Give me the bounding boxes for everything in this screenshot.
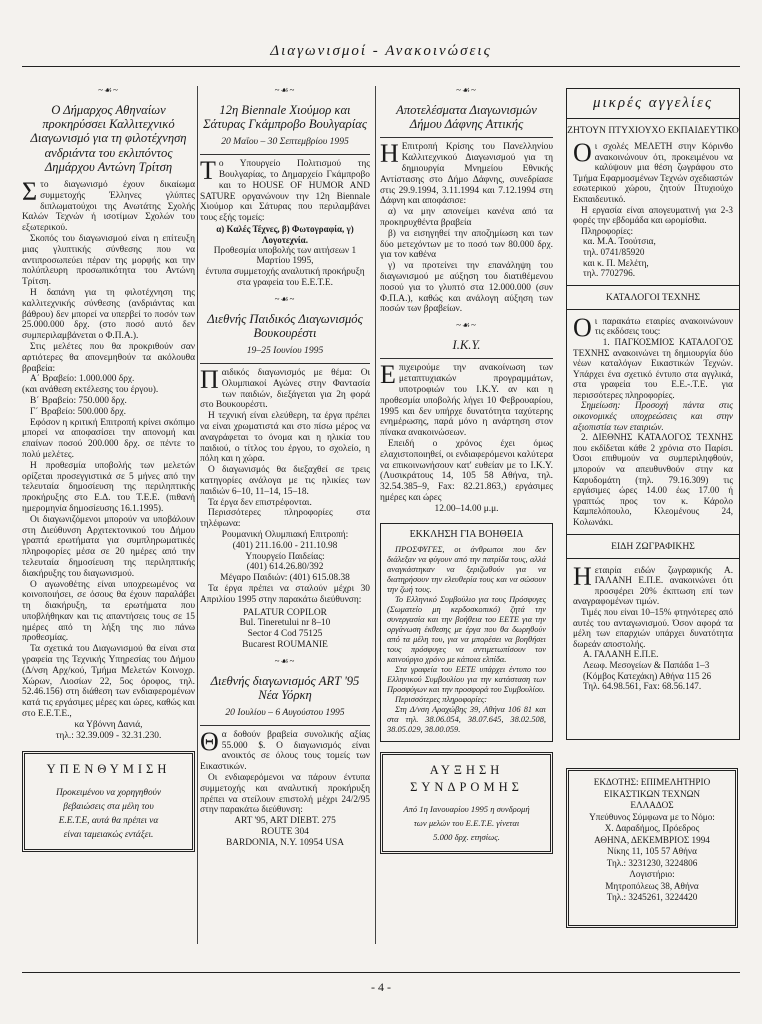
- publisher-line: ΕΙΚΑΣΤΙΚΩΝ ΤΕΧΝΩΝ: [603, 788, 701, 799]
- divider: [567, 118, 739, 119]
- publisher-line: ΕΛΛΑΔΟΣ: [630, 800, 674, 810]
- publisher-line: Χ. Δαραδήμος, Πρόεδρος: [604, 823, 700, 833]
- kids-org: Ρουμανική Ολυμπιακή Επιτροπή:: [221, 529, 349, 540]
- divider: [200, 363, 370, 364]
- results-heading: Αποτελέσματα Διαγωνισμών Δήμου Δάφνης Αττικής: [396, 103, 537, 132]
- divider: [380, 137, 553, 138]
- prize-item: (και ανάθεση εκτέλεσης του έργου).: [22, 385, 159, 396]
- reminder-box: [22, 751, 195, 852]
- article-paragraph: Περισσότερες πληροφορίες στα τηλέφωνα:: [200, 508, 370, 530]
- subscription-title: ΣΥΝΔΡΟΜΗΣ: [410, 780, 523, 795]
- prize-item: Α΄ Βραβείο: 1.000.000 δρχ.: [30, 374, 135, 385]
- drop-cap: Η: [573, 561, 592, 591]
- help-text: ΠΡΟΣΦΥΓΕΣ, οι άνθρωποι που δεν διάλεξαν να φύγουν από την πατρίδα τους, αλλά αναγκάστηκαν να ξεριζωθούν για να διατηρήσουν την ελευθερία τους και να σώσουν την ζωή τους. Το Ελληνικό Συμβούλιο για τους Πρόσφυγες (Σωματείο μη κερδοσκοπικό) ζητά την συνεργασία και την βοήθεια του ΕΕΤΕ για την οργάνωση έκθεσης με έργα που θα δωρηθούν από τα μέλη του, για να μπορέσει να βοηθήσει τους πρόσφυγες να αντιμετωπίσουν τον καινούργιο χρόνο με κάποια ελπίδα. Στα γραφεία του ΕΕΤΕ υπάρχει έντυπο του Ελληνικού Συμβουλίου για την κατάσταση των Προσφύγων και την προσφορά του Συμβουλίου. Περισσότερες πληροφορίες: Στη Δ/νση Αραχώβης 39, Αθήνα 106 81 και στα τηλ. 38.06.054, 38.07.645, 38.02.508, 38.05.029, 38.00.059.: [387, 545, 546, 735]
- reminder-title: ΥΠΕΝΘΥΜΙΣΗ: [46, 762, 171, 777]
- subscription-title: ΑΥΞΗΣΗ: [429, 763, 504, 778]
- classifieds-title: μικρές αγγελίες: [592, 95, 714, 111]
- article-paragraph: Τα έργα πρέπει να σταλούν μέχρι 30 Απριλίου 1995 στην παρακάτω διεύθυνση:: [200, 583, 370, 605]
- column-2: [200, 86, 370, 849]
- article-paragraph: Παιδικός διαγωνισμός με θέμα: Οι Ολυμπιακοί Αγώνες στην Φαντασία των παιδιών, διεξάγεται για 2η φορά στο Βουκουρέστι.: [200, 364, 370, 411]
- prize-item: Γ΄ Βραβείο: 500.000 δρχ.: [30, 406, 127, 417]
- article-paragraph: Η Επιτροπή Κρίσης του Πανελληνίου Καλλιτεχνικού Διαγωνισμού για τη δημιουργία Μνημείου Εθνικής Αντίστασης στο Δήμο Δάφνης, συνεδρίασε στις 29.9.1994, 3.11.1994 και 7.12.1994 στη Δάφνη και αποφάσισε:: [380, 139, 553, 207]
- classified-section-title: ΕΙΔΗ ΖΩΓΡΑΦΙΚΗΣ: [611, 540, 695, 552]
- subscription-text: Από 1η Ιανουαρίου 1995 η συνδρομή των μελών του Ε.Ε.Τ.Ε. γίνεται 5.000 δρχ. ετησίως.: [403, 804, 530, 843]
- article-paragraph: Η δαπάνη για τη φιλοτέχνηση της καλλιτεχνικής σύνθεσης (ανδριάντας και βάθρου) δεν μπορεί να υπερβεί το ποσόν των 25.000.000 δρχ. (στο ποσό αυτό δεν συμπεριλαμβάνεται ο Φ.Π.Α.).: [22, 287, 195, 342]
- publisher-line: ΑΘΗΝΑ, ΔΕΚΕΜΒΡΙΟΣ 1994: [594, 834, 710, 845]
- divider: [567, 534, 739, 535]
- kids-phone: (401) 211.16.00 - 211.10.98: [232, 540, 338, 551]
- page-header: [0, 0, 762, 72]
- article-paragraph: Επιχειρούμε την ανακοίνωση των μεταπτυχιακών προγραμμάτων, υποτροφιών του Ι.Κ.Υ. αν και η προθεσμία υποβολής λήγει 10 Φεβρουαρίου, 1995 και δεν υπήρχε δυνατότητα ταχύτερης ενημέρωσης, παρά μόνο η ανάρτηση στον πίνακα ανακοινώσεων.: [380, 360, 553, 439]
- article-paragraph: γ) να προτείνει την επανάληψη του διαγωνισμού με αύξηση του διατιθέμενου ποσού για το γλυπτό στα 12.000.000 (συν Φ.Π.Α.), καθώς και ανάλογη αύξηση των ποσών των βραβείων.: [380, 261, 553, 315]
- publisher-line: Υπεύθυνος Σύμφωνα με το Νόμο:: [589, 811, 715, 822]
- article-paragraph: Ο διαγωνισμός θα διεξαχθεί σε τρεις κατηγορίες ανάλογα με τις ηλικίες των παιδιών 6–10, 11–14, 15–18.: [200, 465, 370, 497]
- article-paragraph: Τα έργα δεν επιστρέφονται.: [208, 497, 312, 508]
- divider: [380, 358, 553, 359]
- page-number: - 4 -: [371, 980, 391, 994]
- article-paragraph: Επειδή ο χρόνος έχει όμως ελαχιστοποιηθεί, οι ενδιαφερόμενοι καλύτερα να επικοινωνήσουν κατ' ευθείαν με το Ι.Κ.Υ. (Λυσικράτους 14, 105 58 Αθήνα, τηλ. 32.54.385–9, Fax: 82.21.863,) εργάσιμες ημέρες και ώρες: [380, 438, 553, 503]
- kids-competition-heading: Διεθνής Παιδικός Διαγωνισμός Βουκουρέστι: [207, 311, 363, 340]
- kids-address: PALATUR COPILOR Bul. Tineretului nr 8–10 Sector 4 Cod 75125 Bucarest ROUMANIE: [239, 607, 331, 650]
- header-rule: [22, 66, 740, 67]
- divider: [200, 154, 370, 155]
- column-3: [380, 86, 553, 854]
- help-appeal-box: [380, 523, 553, 743]
- publisher-line: Λογιστήριο:: [629, 869, 675, 879]
- article-paragraph: Η προθεσμία υποβολής των μελετών ορίζεται προσεγγιστικά σε 5 μήνες από την τελευταία δημοσίευση της περιληπτικής προκήρυξης στο Ε.Δ. του Τ.Ε.Ε. (πιθανή ημερομηνία δημοσίευσης 16.1.1995).: [22, 460, 195, 514]
- reminder-text: Προκειμένου να χορηγηθούν βεβαιώσεις στα μέλη του Ε.Ε.Τ.Ε, αυτά θα πρέπει να είναι ταμειακώς εντάξει.: [55, 788, 162, 841]
- article-paragraph: β) να εισηγηθεί την αποζημίωση και των δύο μετεχόντων με το ποσό των 80.000 δρχ. για τον καθένα: [380, 228, 553, 261]
- classified-section-title: ΖΗΤΟΥΝ ΠΤΥΧΙΟΥΧΟ ΕΚΠΑΙΔΕΥΤΙΚΟ: [567, 125, 739, 136]
- mayor-competition-heading: Ο Δήμαρχος Αθηναίων προκηρύσσει Καλλιτεχνικό Διαγωνισμό για τη φιλοτέχνηση ανδριάντα του εκλιπόντος Δημάρχου Αντώνη Τρίτση: [30, 103, 187, 174]
- divider: [567, 285, 739, 286]
- ornament-icon: ~☙~: [274, 655, 296, 666]
- contact-name: κα Υβόννη Δανιά,: [74, 719, 143, 730]
- footer-rule: [22, 972, 740, 973]
- article-paragraph: Οι ενδιαφερόμενοι να πάρουν έντυπα συμμετοχής και αναλυτική προκήρυξη πρέπει να στείλουν επιστολή μέχρι 24/2/95 στην παρακάτω διεύθυνση:: [200, 773, 370, 816]
- classified-section-title: ΚΑΤΑΛΟΓΟΙ ΤΕΧΝΗΣ: [605, 291, 701, 303]
- prize-list: [22, 374, 195, 417]
- biennale-forms: έντυπα συμμετοχής αναλυτική προκήρυξη στα γραφεία του Ε.Ε.Τ.Ε.: [205, 267, 365, 288]
- article-paragraph: Θα δοθούν βραβεία συνολικής αξίας 55.000 $. Ο διαγωνισμός είναι ανοικτός σε όλους τους τομείς των Εικαστικών.: [200, 726, 370, 773]
- iky-hours: 12.00–14.00 μ.μ.: [434, 503, 499, 514]
- biennale-deadline: Προθεσμία υποβολής των αιτήσεων 1 Μαρτίου 1995,: [213, 245, 357, 267]
- drop-cap: Τ: [200, 156, 216, 186]
- classified-body: Οι παρακάτω εταιρίες ανακοινώνουν τις εκδόσεις τους: 1. ΠΑΓΚΟΣΜΙΟΣ ΚΑΤΑΛΟΓΟΣ ΤΕΧΝΗΣ ανακοινώνει τη δημιουργία δύο νέων καταλόγων Εικαστικών Τεχνών. Υπάρχει ένα σχετικό έντυπο στα αγγλικά, στα γραφεία του Ε.Ε.-.Τ.Ε. για περισσότερες πληροφορίες. Σημείωση: Προσοχή πάντα στις οικονομικές υποχρεώσεις και στην αξιοπιστία των εταιριών. 2. ΔΙΕΘΝΗΣ ΚΑΤΑΛΟΓΟΣ ΤΕΧΝΗΣ που εκδίδεται κάθε 2 χρόνια στο Παρίσι. Όσοι επιθυμούν να συμπεριληφθούν, μπορούν να απευθυνθούν στην κα Καρυδομάτη (τηλ. 79.16.309) τις εργάσιμες ώρες 14.00 έως 17.00 ή γραπτώς προς τον κ. Κάρολο Καμπελόπουλο, Κλεομένους 24, Κολωνάκι.: [573, 312, 733, 527]
- art95-address: ART '95, ART DIEBT. 275 ROUTE 304 BARDONIA, N.Y. 10954 USA: [225, 816, 345, 848]
- kids-org: Υπουργείο Παιδείας:: [245, 551, 325, 562]
- ornament-icon: ~☙~: [456, 85, 477, 95]
- divider: [567, 558, 739, 559]
- article-paragraph: Σκοπός του διαγωνισμού είναι η επίτευξη μιας γλυπτικής σύνθεσης που να αντιπροσωπεύει πέραν της μορφής και την πολύπλευρη προσωπικότητα του Αντώνη Τρίτση.: [22, 234, 195, 288]
- subscription-box: [380, 752, 553, 854]
- drop-cap: Σ: [22, 177, 38, 207]
- biennale-categories: α) Καλές Τέχνες, β) Φωτογραφία, γ) Λογοτεχνία.: [216, 223, 354, 245]
- article-paragraph: Τα σχετικά του Διαγωνισμού θα είναι στα γραφεία της Τεχνικής Υπηρεσίας του Δήμου (Δ/νση Αρχ/κού, Τμήμα Μελετών Κοινοχρ. Χώρων, Λιοσίων 22, 5ος όροφος, τηλ. 52.46.156) στη διάθεση των ενδιαφερομένων κατά τις εργάσιμες μέρες και ώρες, καθώς και στο Ε.Ε.Τ.Ε.,: [22, 644, 195, 720]
- ornament-icon: ~☙~: [98, 85, 119, 95]
- publisher-line: Τηλ.: 3231230, 3224806: [606, 857, 698, 868]
- help-title: ΕΚΚΛΗΣΗ ΓΙΑ ΒΟΗΘΕΙΑ: [409, 528, 524, 540]
- prize-item: Β΄ Βραβείο: 750.000 δρχ.: [30, 395, 127, 406]
- drop-cap: Ε: [380, 360, 396, 390]
- biennale-heading: 12η Biennale Χιούμορ και Σάτυρας Γκάμπροβο Βουλγαρίας: [203, 103, 367, 132]
- classifieds-box: [566, 88, 740, 740]
- publisher-line: ΕΚΔΟΤΗΣ: ΕΠΙΜΕΛΗΤΗΡΙΟ: [593, 777, 711, 787]
- kids-org: Μέγαρο Παιδιών: (401) 615.08.38: [220, 573, 350, 584]
- column-1: [22, 86, 195, 852]
- drop-cap: Η: [380, 139, 399, 169]
- article-paragraph: Η τεχνική είναι ελεύθερη, τα έργα πρέπει να είναι χρωματιστά και στο πίσω μέρος να αναγράφεται το όνομα και η ηλικία του παιδιού, ο τίτλος του έργου, το σχολείο, η πόλη και η χώρα.: [200, 411, 370, 465]
- classified-body: Οι σχολές ΜΕΛΕΤΗ στην Κόρινθο ανακοινώνουν ότι, προκειμένου να καλύψουν μια θέση ζωγράφου στο Τμήμα Εφαρμοσμένων Τεχνών σχεδιαστών εσωτερικού χώρου, ζητούν Πτυχιούχο Εκπαιδευτικό. Η εργασία είναι απογευματινή για 2-3 φορές την εβδομάδα και ωρομίσθια. Πληροφορίες: κα. Μ.Α. Τσούτσια, τηλ. 0741/85920 και κ. Π. Μελέτη, τηλ. 7702796.: [573, 138, 734, 279]
- iky-heading: Ι.Κ.Υ.: [452, 338, 481, 353]
- page-section-title: Διαγωνισμοί - Ανακοινώσεις: [270, 43, 492, 59]
- art95-heading: Διεθνής διαγωνισμός ART '95 Νέα Υόρκη: [210, 673, 360, 702]
- drop-cap: Θ: [200, 726, 219, 756]
- publisher-line: Τηλ.: 3245261, 3224420: [606, 892, 698, 902]
- article-paragraph: α) να μην απονείμει κανένα από τα προκηρυχθέντα βραβεία: [380, 207, 553, 228]
- article-paragraph: Εφόσον η κριτική Επιτροπή κρίνει σκόπιμο μπορεί να αποφασίσει την απονομή και επαίνων ποσού 200.000 δρχ. σε πέντε το πολύ μελέτες.: [22, 417, 195, 460]
- contact-phone: τηλ.: 32.39.009 - 32.31.230.: [55, 730, 162, 741]
- ornament-icon: ~☙~: [274, 85, 296, 95]
- biennale-date: 20 Μαΐου – 30 Σεπτεμβρίου 1995: [221, 136, 349, 148]
- kids-phone: (401) 614.26.80/392: [246, 562, 324, 573]
- article-paragraph: Ο αγωνοθέτης είναι υποχρεωμένος να κοινοποιήσει, σε όσους θα έχουν παραλάβει τη διακήρυξη, τα ερωτήματα που υποβλήθηκαν και τις απαντήσεις τους σε 15 ημέρες από τη λήξη της πιο πάνω προθεσμίας.: [22, 579, 195, 644]
- ornament-icon: ~☙~: [274, 293, 296, 304]
- drop-cap: Ο: [573, 312, 592, 342]
- publisher-line: Νίκης 11, 105 57 Αθήνα: [607, 846, 697, 856]
- article-paragraph: Οι διαγωνιζόμενοι μπορούν να υποβάλουν στη Διεύθυνση Αρχιτεκτονικού του Δήμου γραπτά ερωτήματα για συμπληρωματικές πληροφορίες μέσα σε 20 ημέρες από την τελευταία δημοσίευση της περιληπτικής διακήρυξης του διαγωνισμού.: [22, 514, 195, 579]
- drop-cap: Π: [200, 364, 219, 394]
- drop-cap: Ο: [573, 138, 592, 167]
- divider: [200, 725, 370, 726]
- column-divider: [375, 86, 376, 944]
- classified-body: Ηεταιρία ειδών ζωγραφικής Α. ΓΑΛΑΝΗ Ε.Π.Ε. ανακοινώνει ότι προσφέρει 20% έκπτωση επί των αναγραφομένων τιμών. Τιμές που είναι 10–15% φτηνότερες από αυτές του ανταγωνισμού. Όσον αφορά τα μέλη των επαρχιών υπάρχει δυνατότητα δωρεάν αποστολής. Α. ΓΑΛΑΝΗ Ε.Π.Ε. Λεωφ. Μεσογείων & Παπάδα 1–3 (Κόμβος Κατεχάκη) Αθήνα 115 26 Τηλ. 64.98.561, Fax: 68.56.147.: [573, 561, 733, 692]
- article-paragraph: Στις μελέτες που θα προκριθούν σαν αρτιότερες θα απονεμηθούν τα ακόλουθα βραβεία:: [22, 341, 195, 374]
- article-paragraph: Στο διαγωνισμό έχουν δικαίωμα συμμετοχής Έλληνες γλύπτες διπλωματούχοι της Ανωτάτης Σχολής Καλών Τεχνών ή ισοτίμων Σχολών του εξωτερικού.: [22, 177, 195, 234]
- column-divider: [197, 86, 198, 944]
- article-paragraph: Το Υπουργείο Πολιτισμού της Βουλγαρίας, το Δημαρχείο Γκάμπροβο και το HOUSE OF HUMOR AND SATURE οργανώνουν την 12η Biennale Χιούμορ και Σάτυρας που περιλαμβάνει τους εξής τομείς:: [200, 156, 370, 224]
- art95-date: 20 Ιουλίου – 6 Αυγούστου 1995: [225, 707, 345, 719]
- publisher-box: [566, 768, 738, 928]
- divider: [567, 309, 739, 310]
- publisher-line: Μητροπόλεως 38, Αθήνα: [605, 880, 699, 891]
- kids-date: 19–25 Ιουνίου 1995: [246, 345, 324, 357]
- ornament-icon: ~☙~: [456, 320, 477, 331]
